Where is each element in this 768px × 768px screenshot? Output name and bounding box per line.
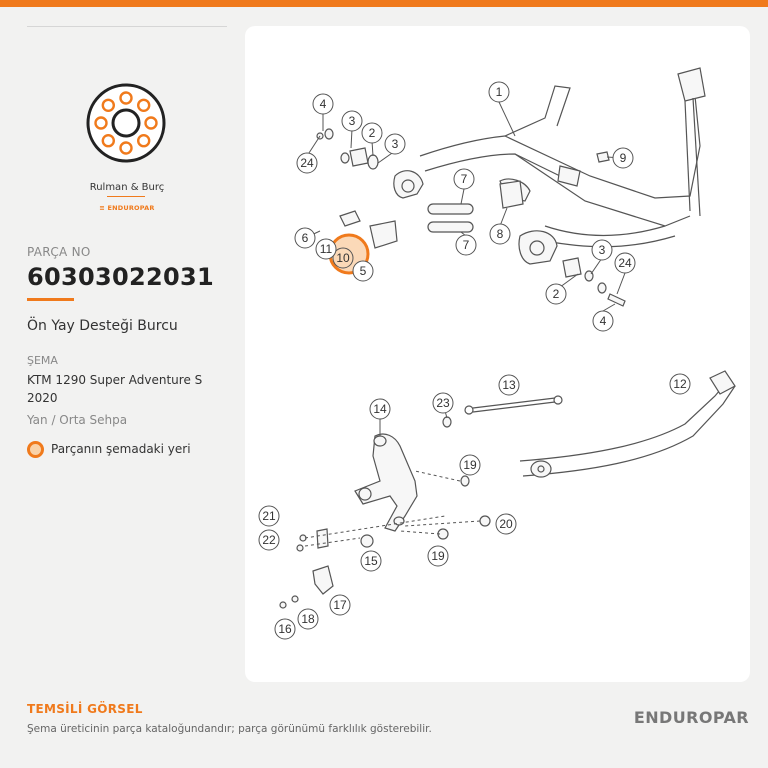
stand-bracket <box>355 434 417 531</box>
callout-2 <box>362 123 382 143</box>
callout-19 <box>460 455 480 475</box>
enduropar-mark-icon: ≡ <box>99 204 108 212</box>
callout-3 <box>385 134 405 154</box>
top-divider <box>27 26 227 27</box>
footer-brand: ENDUROPAR <box>633 708 749 727</box>
callout-2 <box>546 284 566 304</box>
callout-4 <box>593 311 613 331</box>
representative-image-note: Şema üreticinin parça kataloğundandır; parça görünümü farklılık gösterebilir. <box>27 723 432 735</box>
representative-image-title: TEMSİLİ GÖRSEL <box>27 702 143 716</box>
callout-label: 19 <box>463 458 477 472</box>
callout-19 <box>428 546 448 566</box>
part-number: 60303022031 <box>27 263 214 291</box>
callout-label: 14 <box>373 402 387 416</box>
spring <box>443 396 562 427</box>
callout-label: 3 <box>391 137 399 151</box>
callout-7 <box>454 169 474 189</box>
exploded-parts-diagram <box>245 26 750 682</box>
callout-label: 16 <box>278 622 292 636</box>
side-stand <box>520 371 735 477</box>
callout-6 <box>295 228 315 248</box>
callout-label: 3 <box>598 243 606 257</box>
callout-label-highlighted: 10 <box>336 251 350 265</box>
callout-label: 17 <box>333 598 347 612</box>
callout-label: 7 <box>462 238 470 252</box>
right-mount <box>519 231 625 306</box>
callout-7 <box>456 235 476 255</box>
callout-label: 11 <box>319 242 333 256</box>
brand-badge-text: ENDUROPAR <box>107 204 155 212</box>
callout-label: 13 <box>502 378 516 392</box>
callout-24 <box>297 153 317 173</box>
callout-label: 3 <box>348 114 356 128</box>
callout-label: 4 <box>319 97 327 111</box>
top-accent-bar <box>0 0 768 7</box>
callout-3 <box>342 111 362 131</box>
part-name: Ön Yay Desteği Burcu <box>27 318 178 334</box>
callout-15 <box>361 551 381 571</box>
bearing-logo-icon <box>85 82 167 164</box>
callout-13 <box>499 375 519 395</box>
callout-11 <box>316 239 336 259</box>
callout-label: 2 <box>368 126 376 140</box>
callout-20 <box>496 514 516 534</box>
schema-section: Yan / Orta Sehpa <box>27 413 128 427</box>
callout-label: 6 <box>301 231 309 245</box>
callout-label: 1 <box>495 85 503 99</box>
main-stand-frame <box>420 68 705 247</box>
callout-label: 5 <box>359 264 367 278</box>
callout-label: 15 <box>364 554 378 568</box>
callout-label: 2 <box>552 287 560 301</box>
callout-12 <box>670 374 690 394</box>
callout-1 <box>489 82 509 102</box>
callout-3 <box>592 240 612 260</box>
callout-label: 23 <box>436 396 450 410</box>
callout-label: 19 <box>431 549 445 563</box>
callout-4 <box>313 94 333 114</box>
brand-divider <box>107 196 145 197</box>
legend-text: Parçanın şemadaki yeri <box>51 442 191 456</box>
callout-label: 21 <box>262 509 276 523</box>
callout-label: 4 <box>599 314 607 328</box>
callout-label: 12 <box>673 377 687 391</box>
callout-8 <box>490 224 510 244</box>
legend <box>27 440 191 458</box>
callout-label: 24 <box>300 156 314 170</box>
callout-24 <box>615 253 635 273</box>
diagram-card <box>245 26 750 682</box>
callout-label: 20 <box>499 517 513 531</box>
callout-21 <box>259 506 279 526</box>
callout-17 <box>330 595 350 615</box>
callout-9 <box>613 148 633 168</box>
callout-23 <box>433 393 453 413</box>
callout-label: 24 <box>618 256 632 270</box>
callout-label: 8 <box>496 227 504 241</box>
callout-label: 18 <box>301 612 315 626</box>
schema-label: ŞEMA <box>27 354 58 367</box>
callout-label: 7 <box>460 172 468 186</box>
callout-18 <box>298 609 318 629</box>
callout-label: 9 <box>619 151 627 165</box>
part-number-underline <box>27 298 74 301</box>
brand-badge <box>27 204 227 212</box>
schema-year: 2020 <box>27 391 58 405</box>
callout-14 <box>370 399 390 419</box>
callout-label: 22 <box>262 533 276 547</box>
callout-16 <box>275 619 295 639</box>
highlight-ring-icon <box>27 441 44 458</box>
callout-22 <box>259 530 279 550</box>
part-number-label: PARÇA NO <box>27 245 91 259</box>
schema-model: KTM 1290 Super Adventure S <box>27 373 203 387</box>
brand-name: Rulman & Burç <box>89 182 165 193</box>
callout-5 <box>353 261 373 281</box>
